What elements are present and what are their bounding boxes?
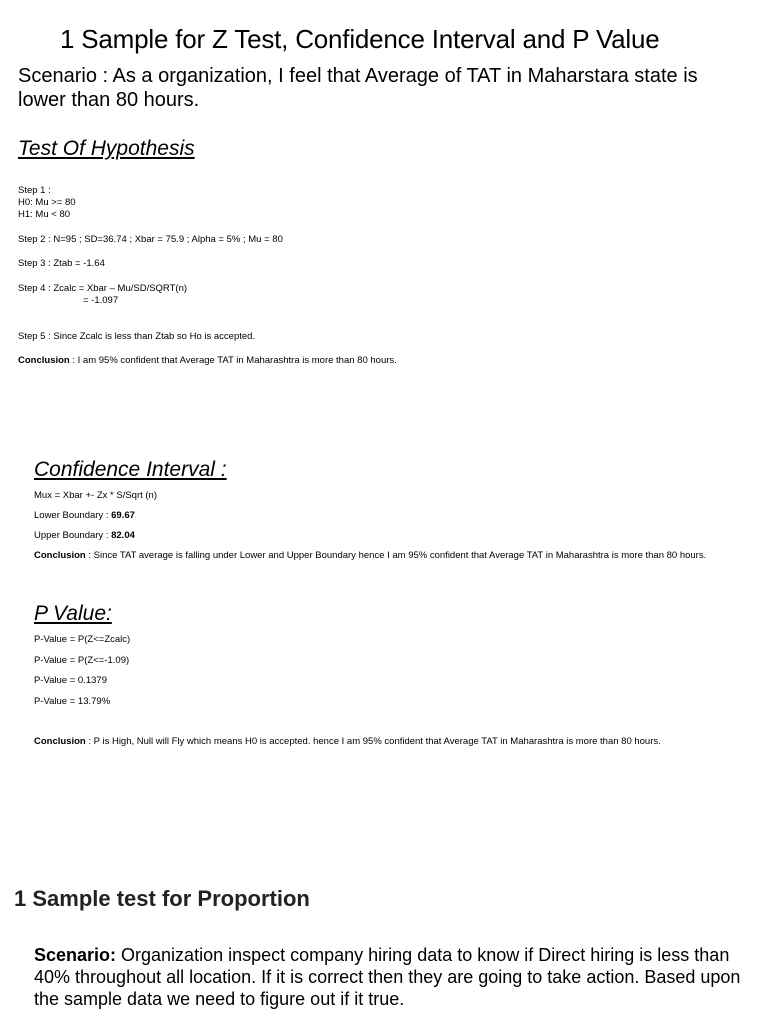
ci-upper-value: 82.04 bbox=[111, 530, 135, 541]
conclusion-label: Conclusion bbox=[34, 550, 86, 561]
step-5: Step 5 : Since Zcalc is less than Ztab so Ho is accepted. bbox=[18, 331, 256, 342]
step-4-formula: Step 4 : Zcalc = Xbar – Mu/SD/SQRT(n) bbox=[18, 283, 188, 294]
ci-lower-boundary bbox=[34, 510, 135, 522]
ci-lower-label: Lower Boundary : bbox=[34, 510, 112, 521]
step-3: Step 3 : Ztab = -1.64 bbox=[18, 258, 105, 269]
scenario-label: Scenario: bbox=[34, 945, 117, 965]
ci-upper-label: Upper Boundary : bbox=[34, 530, 112, 541]
p-value-line: P-Value = P(Z<=Zcalc) bbox=[34, 634, 131, 645]
hypothesis-conclusion bbox=[18, 355, 397, 367]
scenario-body: Organization inspect company hiring data to know if Direct hiring is less than 40% throughout all location. If it is correct then they are going to take action. Based upon the sample data we need to figure out if it true. bbox=[34, 945, 741, 1009]
step-2: Step 2 : N=95 ; SD=36.74 ; Xbar = 75.9 ; Alpha = 5% ; Mu = 80 bbox=[18, 234, 283, 245]
p-value-line: P-Value = P(Z<=-1.09) bbox=[34, 655, 130, 666]
section-2-title: 1 Sample test for Proportion bbox=[14, 886, 310, 911]
alternate-hypothesis: H1: Mu < 80 bbox=[18, 209, 71, 220]
step-1 bbox=[18, 185, 76, 221]
page-title: 1 Sample for Z Test, Confidence Interval and P Value bbox=[60, 24, 660, 54]
null-hypothesis: H0: Mu >= 80 bbox=[18, 197, 76, 208]
conclusion-text: : P is High, Null will Fly which means H0 is accepted. hence I am 95% confident that Average TAT in Maharashtra is more than 80 hours. bbox=[85, 736, 661, 747]
step-4 bbox=[18, 283, 187, 307]
confidence-interval-heading: Confidence Interval : bbox=[34, 458, 227, 481]
conclusion-text: : I am 95% confident that Average TAT in Maharashtra is more than 80 hours. bbox=[69, 355, 397, 366]
scenario-text: Scenario : As a organization, I feel that Average of TAT in Maharstara state is lower than 80 hours. bbox=[18, 65, 698, 111]
ci-upper-boundary bbox=[34, 530, 135, 542]
p-value-line: P-Value = 13.79% bbox=[34, 696, 111, 707]
section-2-scenario bbox=[34, 944, 744, 1010]
p-value-line: P-Value = 0.1379 bbox=[34, 675, 107, 686]
hypothesis-heading: Test Of Hypothesis bbox=[18, 137, 195, 160]
step-4-result: = -1.097 bbox=[83, 295, 119, 306]
ci-lower-value: 69.67 bbox=[111, 510, 135, 521]
ci-formula: Mux = Xbar +- Zx * S/Sqrt (n) bbox=[34, 490, 158, 501]
conclusion-label: Conclusion bbox=[18, 355, 70, 366]
p-value-heading: P Value: bbox=[34, 602, 112, 625]
step-1-label: Step 1 : bbox=[18, 185, 51, 196]
ci-conclusion bbox=[34, 550, 734, 562]
conclusion-label: Conclusion bbox=[34, 736, 86, 747]
conclusion-text: : Since TAT average is falling under Lower and Upper Boundary hence I am 95% confident that Average TAT in Maharashtra is more than 80 hours. bbox=[85, 550, 707, 561]
p-value-conclusion bbox=[34, 736, 661, 748]
